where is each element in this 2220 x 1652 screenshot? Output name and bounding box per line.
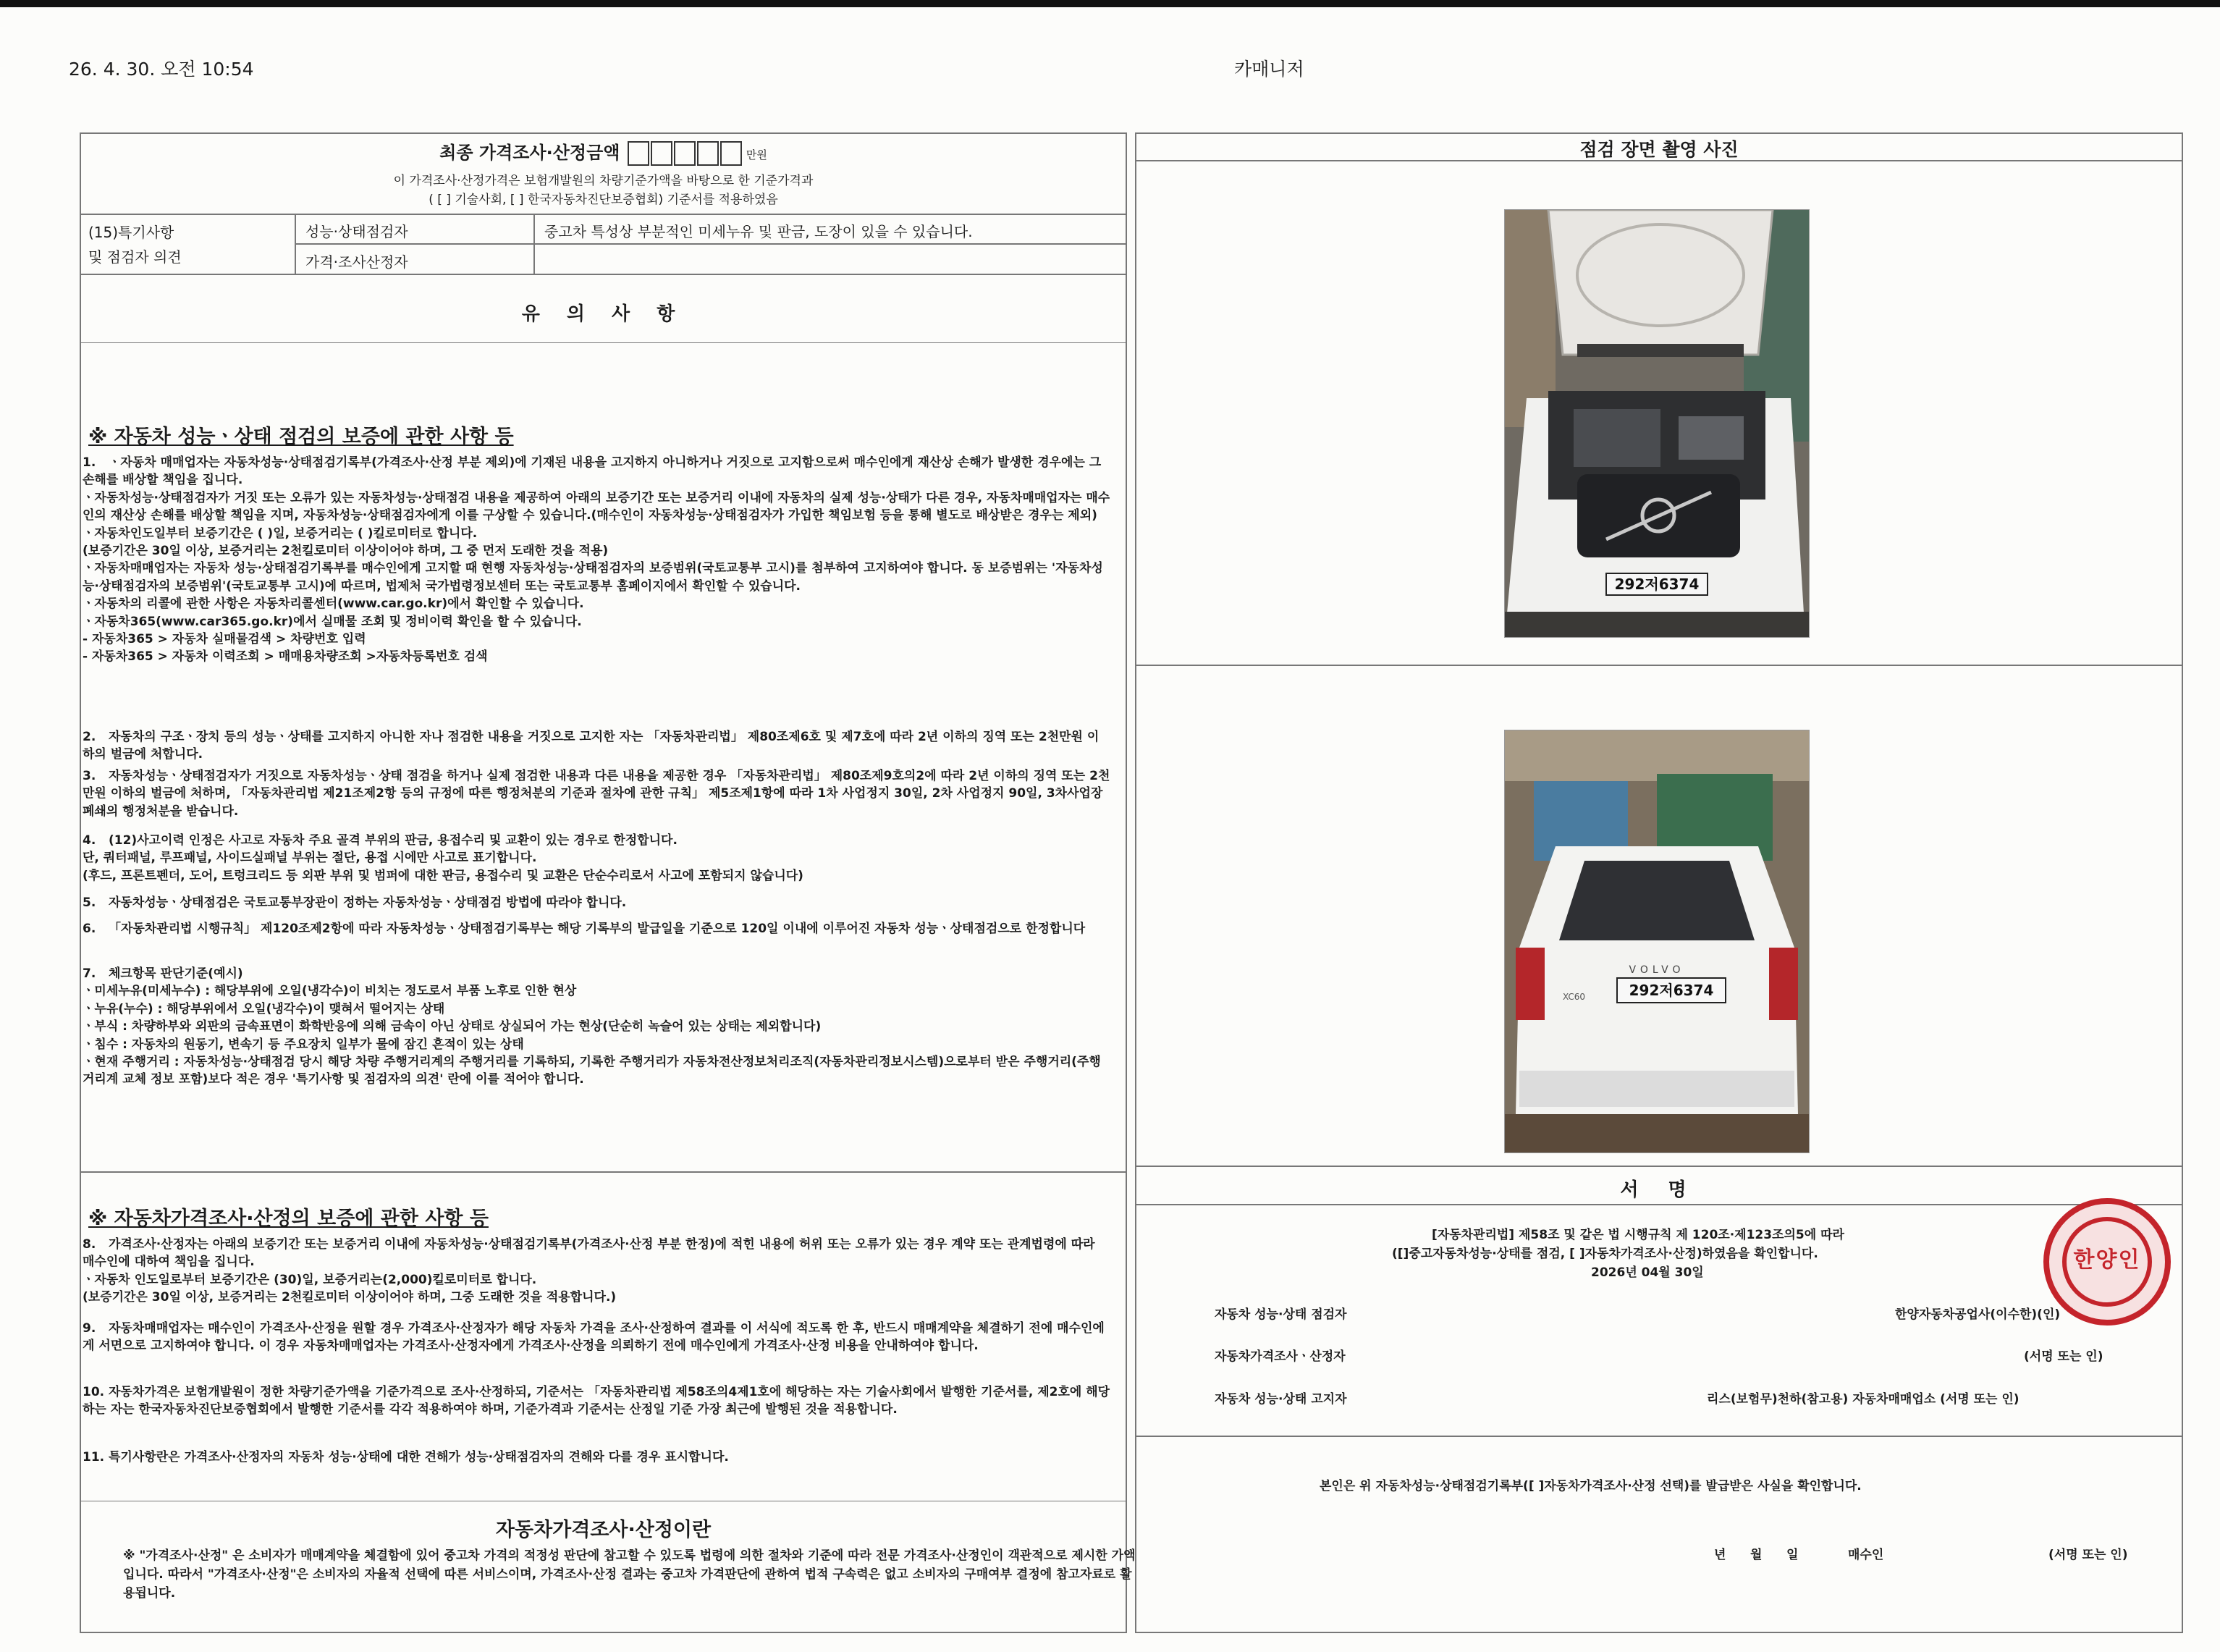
appraiser-sign-label: 자동차가격조사ㆍ산정자 [1215, 1349, 1346, 1364]
front-plate-text: 292저6374 [1614, 576, 1700, 593]
left-panel [80, 132, 1136, 1633]
final-price-label: 최종 가격조사·산정금액 [439, 143, 620, 163]
section-divider [80, 1171, 1127, 1173]
section1-item-3: 3. 자동차성능ㆍ상태점검자가 거짓으로 자동차성능ㆍ상태 점검을 하거나 실제 점검한 내용과 다른 내용을 제공한 경우 「자동차관리법」 제80조제9호의2에 따라 2년 이하의 징역 또는 2천만원 이하의 벌금에 처하며, 「자동차관리법 제21조제2항 등의 규정에 따른 행정처분의 기준과 절차에 관한 규칙」 제5조제1항에 따라 1차 사업정지 30일, 2차 사업정지 90일, 3차사업장 폐쇄의 행정처분을 받습니다. [83, 769, 1110, 819]
price-digit-boxes [626, 141, 742, 166]
front-inspection-photo [1504, 209, 1810, 638]
photo-divider [1135, 665, 2183, 666]
signature-law-line: [자동차관리법] 제58조 및 같은 법 시행규칙 제 120조·제123조의5에 따라 [1432, 1228, 1844, 1242]
appraiser-label: 가격·조사산정자 [305, 253, 408, 271]
section2-item-8: 8. 가격조사·산정자는 아래의 보증기간 또는 보증거리 이내에 자동차성능·상태점검기록부(가격조사·산정 부분 한정)에 적힌 내용에 허위 또는 오류가 있는 경우 계약 또는 관계법령에 따라 매수인에 대하여 책임을 집니다. ㆍ자동차 인도일로부터 보증기간은 (30)일, 보증거리는(2,000)킬로미터로 합니다. (보증기간은 30일 이상, 보증거리는 2천킬로미터 이상이어야 하며, 그중 도래한 것을 적용합니다.) [83, 1237, 1095, 1305]
photo-section-title: 점검 장면 촬영 사진 [1579, 139, 1739, 160]
rear-inspection-photo [1504, 730, 1810, 1153]
notifier-sign-value: 리스(보험무)천하(참고용) 자동차매매업소 (서명 또는 인) [1707, 1392, 2019, 1407]
date-day-label: 일 [1786, 1548, 1799, 1562]
photo-title-divider [1135, 160, 2183, 161]
red-seal-stamp: 한양인 [2043, 1198, 2171, 1326]
section1-item-2: 2. 자동차의 구조ㆍ장치 등의 성능ㆍ상태를 고지하지 아니한 자나 점검한 내용을 거짓으로 고지한 자는 「자동차관리법」 제80조제6호 및 제7호에 따라 2년 이하의 징역 또는 2천만원 이하의 벌금에 처합니다. [83, 730, 1100, 762]
signature-date: 2026년 04월 30일 [1591, 1265, 1704, 1280]
front-car-illustration [1505, 210, 1809, 637]
appraiser-opinion-cell [534, 244, 1127, 274]
sign-bottom-divider [1135, 1436, 2183, 1437]
right-panel [1135, 132, 2183, 1633]
signature-title: 서 명 [1620, 1179, 1698, 1201]
sign-top-divider [1135, 1166, 2183, 1167]
inspector-sign-value: 한양자동차공업사(이수한)(인) [1895, 1307, 2061, 1322]
print-title: 카매니저 [1234, 59, 1304, 80]
special-label: (15)특기사항 및 점검자 의견 [88, 224, 182, 266]
section1-title: ※ 자동차 성능ㆍ상태 점검의 보증에 관한 사항 등 [88, 426, 514, 448]
appraiser-sign-value: (서명 또는 인) [2024, 1349, 2103, 1364]
buyer-label: 매수인 [1848, 1548, 1884, 1562]
section2-item-10: 10. 자동차가격은 보험개발원이 정한 차량기준가액을 기준가격으로 조사·산정하되, 기준서는 「자동차관리법 제58조의4제1호에 해당하는 자는 기술사회에서 발행한 기준서를, 제2호에 해당하는 자는 한국자동차진단보증협회에서 발행한 기준서를 각각 적용하여야 하며, 기준가격과 기준서는 산정일 기준 가장 최근에 발행된 것을 적용합니다. [83, 1385, 1110, 1417]
final-price-title [80, 138, 1127, 166]
section2-item-11: 11. 특기사항란은 가격조사·산정자의 자동차 성능·상태에 대한 견해가 성능·상태점검자의 견해와 다를 경우 표시합니다. [83, 1450, 729, 1465]
section2-title: ※ 자동차가격조사·산정의 보증에 관한 사항 등 [88, 1208, 489, 1230]
price-unit: 만원 [746, 148, 767, 161]
section1-item-4: 4. (12)사고이력 인정은 사고로 자동차 주요 골격 부위의 판금, 용접수리 및 교환이 있는 경우로 한정합니다. 단, 쿼터패널, 루프패널, 사이드실패널 부위는 절단, 용접 시에만 사고로 표기합니다. (후드, 프론트펜더, 도어, 트렁크리드 등 외판 부위 및 범퍼에 대한 판금, 용접수리 및 교환은 단순수리로서 사고에 포함되지 않습니다) [83, 833, 803, 883]
date-month-label: 월 [1750, 1548, 1763, 1562]
section1-item-5: 5. 자동차성능ㆍ상태점검은 국토교통부장관이 정하는 자동차성능ㆍ상태점검 방법에 따라야 합니다. [83, 895, 627, 910]
date-year-label: 년 [1714, 1548, 1726, 1562]
section1-item-7: 7. 체크항목 판단기준(예시) ㆍ미세누유(미세누수) : 해당부위에 오일(냉각수)이 비치는 정도로서 부품 노후로 인한 현상 ㆍ누유(누수) : 해당부위에서 오일(냉각수)이 맺혀서 떨어지는 상태 ㆍ부식 : 차량하부와 외판의 금속표면이 화학반응에 의해 금속이 아닌 상태로 상실되어 가는 현상(단순히 녹슬어 있는 상태는 제외합니다) ㆍ침수 : 자동차의 원동기, 변속기 등 주요장치 일부가 물에 잠긴 흔적이 있는 상태 ㆍ현재 주행거리 : 자동차성능·상태점검 당시 해당 차량 주행거리계의 주행거리를 기록하되, 기록한 주행거리가 자동차전산정보처리조직(자동차관리정보시스템)으로부터 받은 주행거리(주행거리계 교체 정보 포함)보다 적은 경우 '특기사항 및 점검자의 의견' 란에 이를 적어야 합니다. [83, 966, 1101, 1087]
inspector-label: 성능·상태점검자 [305, 223, 408, 240]
price-note-1: 이 가격조사·산정가격은 보험개발원의 차량기준가액을 바탕으로 한 기준가격과 [393, 174, 814, 188]
notifier-sign-label: 자동차 성능·상태 고지자 [1215, 1392, 1347, 1407]
top-edge-bar [0, 0, 2220, 7]
print-datetime: 26. 4. 30. 오전 10:54 [69, 59, 254, 80]
buyer-sign-field: (서명 또는 인) [2048, 1548, 2128, 1562]
definition-text: ※ "가격조사·산정" 은 소비자가 매매계약을 체결함에 있어 중고차 가격의 적정성 판단에 참고할 수 있도록 법령에 의한 절차와 기준에 따라 전문 가격조사·산정인이 객관적으로 제시한 가액입니다. 따라서 "가격조사·산정"은 소비자의 자율적 선택에 따른 서비스이며, 가격조사·산정 결과는 중고차 가격판단에 관하여 법적 구속력은 없고 소비자의 구매여부 결정에 참고자료로 활용됩니다. [123, 1548, 1136, 1601]
sign-title-divider [1135, 1204, 2183, 1205]
model-badge: XC60 [1563, 992, 1585, 1002]
rear-plate-text: 292저6374 [1629, 982, 1714, 999]
section1-item-6: 6. 「자동차관리법 시행규칙」 제120조제2항에 따라 자동차성능ㆍ상태점검기록부는 해당 기록부의 발급일을 기준으로 120일 이내에 이루어진 자동차 성능ㆍ상태점검으로 한정합니다 [83, 922, 1086, 936]
section1-item-1: 1. ㆍ자동차 매매업자는 자동차성능·상태점검기록부(가격조사·산정 부분 제외)에 기재된 내용을 고지하지 아니하거나 거짓으로 고지함으로써 매수인에게 재산상 손해가 발생한 경우에는 그 손해를 배상할 책임을 집니다. ㆍ자동차성능·상태점검자가 거짓 또는 오류가 있는 자동차성능·상태점검 내용을 제공하여 아래의 보증기간 또는 보증거리 이내에 자동차의 실제 성능·상태가 다른 경우, 자동차매매업자는 매수인의 재산상 손해를 배상할 책임을 지며, 자동차성능·상태점검자에게 이를 구상할 수 있습니다.(매수인이 자동차성능·상태점검자가 가입한 책임보험 등을 통해 별도로 배상받은 경우는 제외) ㆍ자동차인도일부터 보증기간은 ( )일, 보증거리는 ( )킬로미터로 합니다. (보증기간은 30일 이상, 보증거리는 2천킬로미터 이상이어야 하며, 그 중 먼저 도래한 것을 적용) ㆍ자동차매매업자는 자동차 성능·상태점검기록부를 매수인에게 고지할 때 현행 자동차성능·상태점검자의 보증범위(국토교통부 고시)를 첨부하여 고지하여야 합니다. 동 보증범위는 '자동차성능·상태점검자의 보증범위'(국토교통부 고시)에 따르며, 법제처 국가법령정보센터 또는 국토교통부 홈페이지에서 확인할 수 있습니다. ㆍ자동차의 리콜에 관한 사항은 자동차리콜센터(www.car.go.kr)에서 확인할 수 있습니다. ㆍ자동차365(www.car365.go.kr)에서 실매물 조회 및 정비이력 확인을 할 수 있습니다. - 자동차365 > 자동차 실매물검색 > 차량번호 입력 - 자동차365 > 자동차 이력조회 > 매매용차량조회 >자동차등록번호 검색 [83, 455, 1110, 665]
brand-lettering: VOLVO [1629, 964, 1685, 976]
price-note-2: ( [ ] 기술사회, [ ] 한국자동차진단보증협회) 기준서를 적용하였음 [429, 193, 778, 207]
inspector-sign-label: 자동차 성능·상태 점검자 [1215, 1307, 1347, 1322]
notice-title: 유 의 사 항 [521, 303, 685, 325]
signature-confirm-line: ([]중고자동차성능·상태를 점검, [ ]자동차가격조사·산정)하였음을 확인합니다. [1392, 1247, 1818, 1261]
definition-title: 자동차가격조사·산정이란 [495, 1519, 712, 1541]
rear-car-illustration [1505, 730, 1809, 1152]
inspector-opinion: 중고차 특성상 부분적인 미세누유 및 판금, 도장이 있을 수 있습니다. [544, 223, 973, 240]
section2-item-9: 9. 자동차매매업자는 매수인이 가격조사·산정을 원할 경우 가격조사·산정자가 해당 자동차 가격을 조사·산정하여 결과를 이 서식에 적도록 한 후, 반드시 매매계약을 체결하기 전에 매수인에게 서면으로 고지하여야 합니다. 이 경우 자동차매매업자는 가격조사·산정자에게 가격조사·산정을 의뢰하기 전에 매수인에게 가격조사·산정 비용을 안내하여야 합니다. [83, 1321, 1105, 1354]
buyer-confirm-text: 본인은 위 자동차성능·상태점검기록부([ ]자동차가격조사·산정 선택)를 발급받은 사실을 확인합니다. [1320, 1479, 1862, 1493]
